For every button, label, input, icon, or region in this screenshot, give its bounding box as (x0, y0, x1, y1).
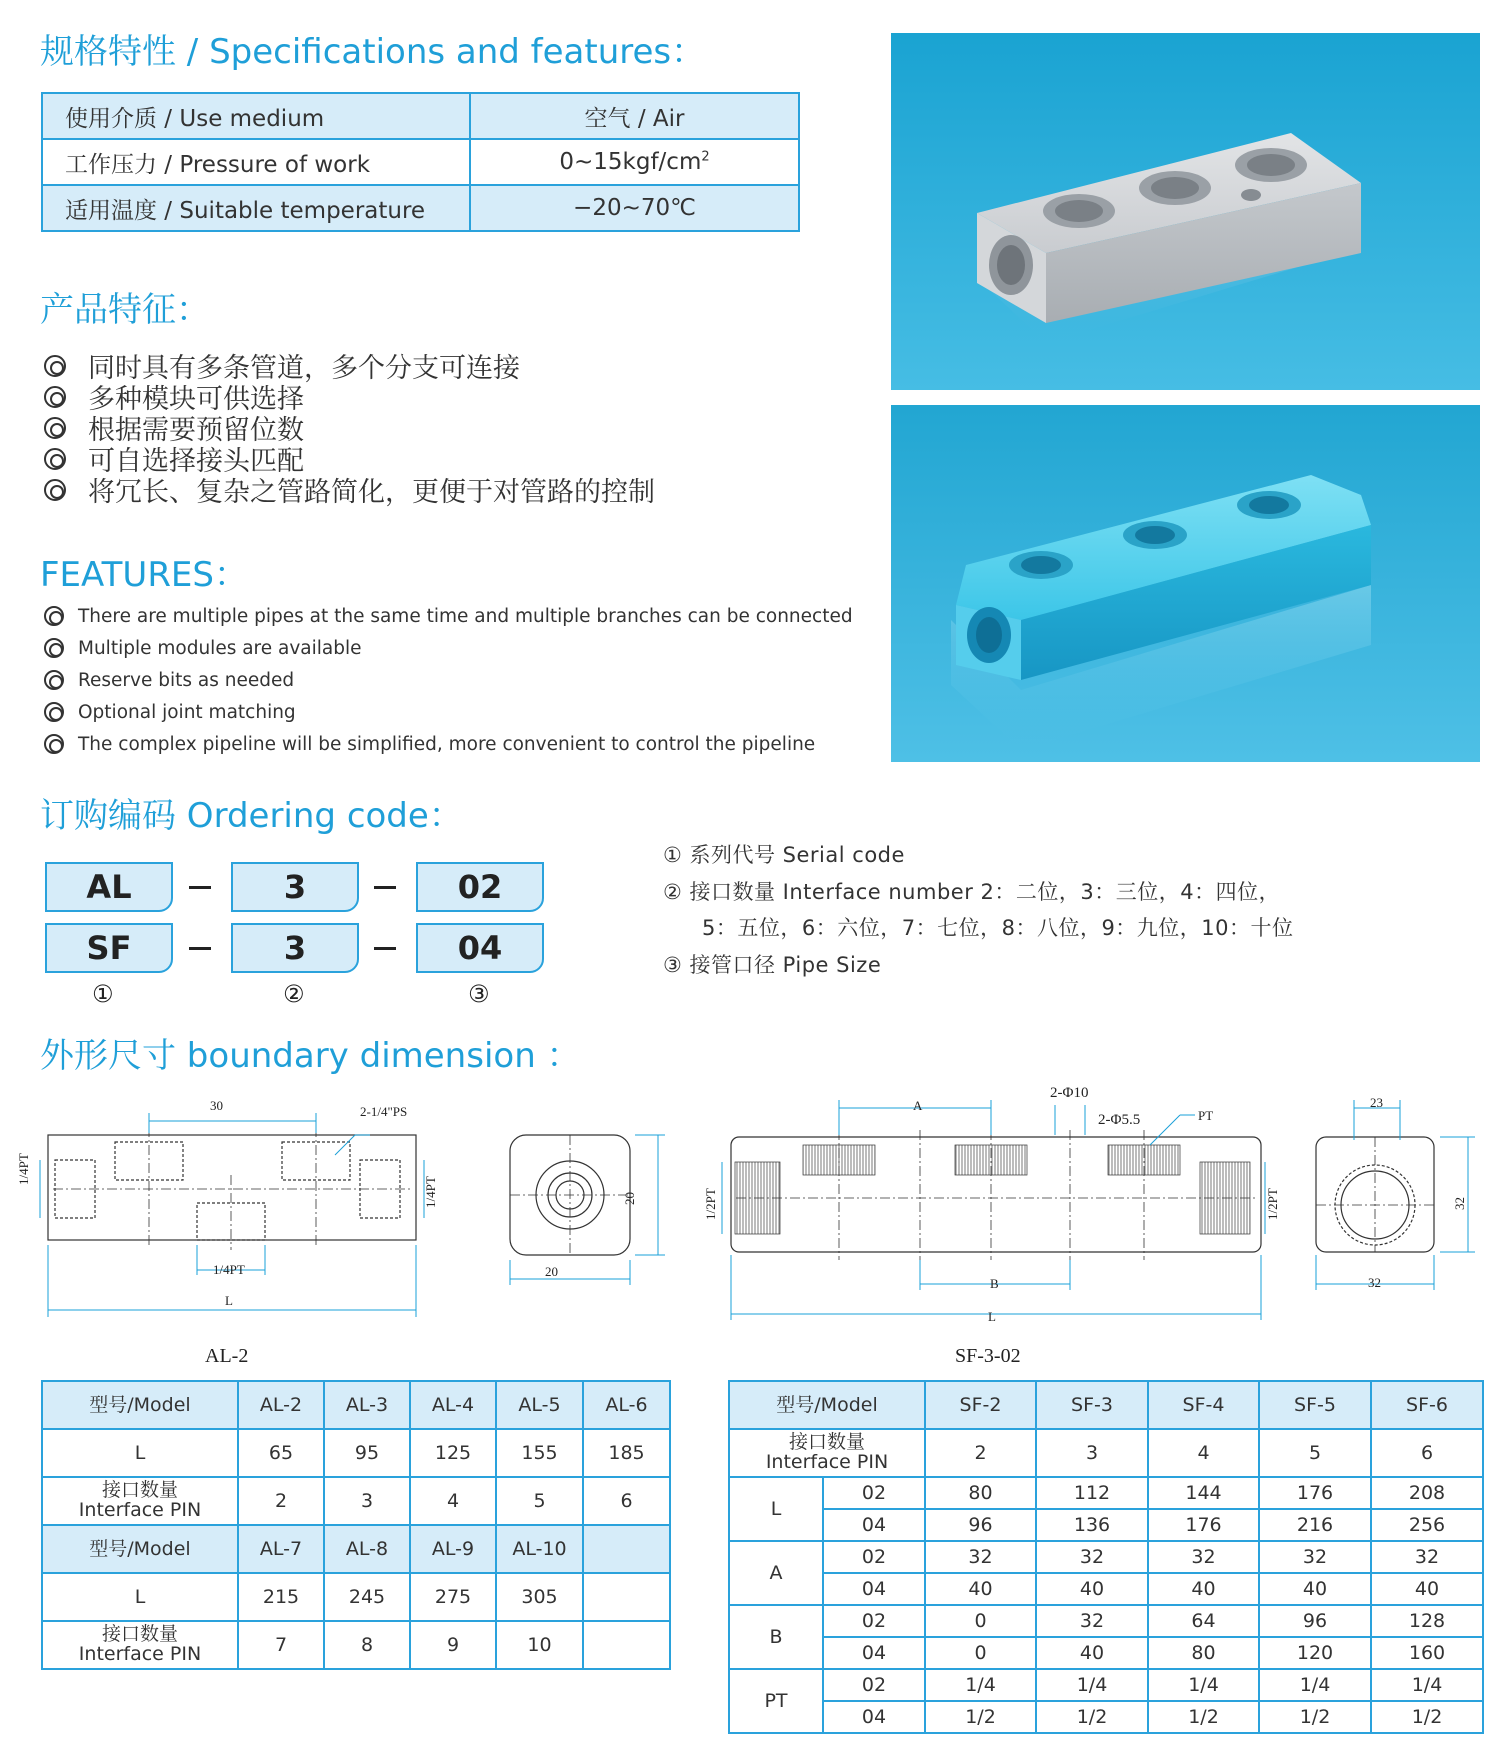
pin-label-en: Interface PIN (78, 1643, 202, 1665)
al-table (41, 1380, 671, 1670)
ordering-dash (374, 886, 396, 889)
table-cell: 3 (324, 1477, 410, 1525)
table-cell: 7 (238, 1621, 324, 1669)
table-cell: L (42, 1573, 238, 1621)
specs-title: 规格特性 / Specifications and features： (40, 32, 706, 72)
table-cell: 1/2 (1371, 1701, 1483, 1733)
ordering-legend-interface: ② 接口数量 Interface number 2：二位，3：三位，4：四位， (663, 880, 1281, 904)
spec-label: 工作压力 / Pressure of work (42, 139, 470, 185)
table-cell: AL-8 (324, 1525, 410, 1573)
table-cell: 1/4 (925, 1669, 1036, 1701)
spec-value (470, 139, 799, 185)
table-cell: 256 (1371, 1509, 1483, 1541)
list-item-text: 根据需要预留位数 (88, 415, 304, 446)
table-cell: 6 (583, 1477, 670, 1525)
table-cell: 128 (1371, 1605, 1483, 1637)
sf-dim-B: B (990, 1276, 999, 1291)
table-row (729, 1541, 1483, 1573)
list-item-text: Reserve bits as needed (78, 669, 295, 691)
ordering-marker: ② (283, 980, 305, 1008)
table-row (42, 1573, 670, 1621)
table-row (729, 1573, 1483, 1605)
list-item-text: 多种模块可供选择 (88, 384, 304, 415)
double-circle-icon (44, 734, 64, 754)
table-row (42, 1381, 670, 1429)
table-cell: 10 (496, 1621, 583, 1669)
table-cell: SF-5 (1259, 1381, 1371, 1429)
ordering-legend-pipe: ③ 接管口径 Pipe Size (663, 953, 882, 977)
sf-caption: SF-3-02 (955, 1345, 1021, 1367)
double-circle-icon (44, 448, 66, 470)
spec-label: 适用温度 / Suitable temperature (42, 185, 470, 231)
table-cell: 40 (925, 1573, 1036, 1605)
sf-dim-L: L (988, 1309, 996, 1324)
table-cell: 02 (823, 1477, 925, 1509)
table-cell: 120 (1259, 1637, 1371, 1669)
sf-dim-h32: 32 (1452, 1197, 1467, 1210)
al-drawing (15, 1095, 670, 1355)
table-row (729, 1477, 1483, 1509)
table-cell: 64 (1148, 1605, 1259, 1637)
table-cell: 32 (1036, 1541, 1148, 1573)
double-circle-icon (44, 386, 66, 408)
table-cell: SF-2 (925, 1381, 1036, 1429)
ordering-marker: ① (92, 980, 114, 1008)
double-circle-icon (44, 638, 64, 658)
table-cell: 40 (1148, 1573, 1259, 1605)
ordering-dash (374, 947, 396, 950)
ordering-interface-box: 3 (231, 923, 359, 973)
list-item (44, 664, 853, 696)
table-cell: 02 (823, 1541, 925, 1573)
table-cell: 6 (1371, 1429, 1483, 1477)
features-cn-title: 产品特征： (40, 290, 210, 330)
spec-value: −20~70℃ (470, 185, 799, 231)
list-item-text: 可自选择接头匹配 (88, 446, 304, 477)
table-cell: 216 (1259, 1509, 1371, 1541)
table-cell: 176 (1148, 1509, 1259, 1541)
table-cell: AL-10 (496, 1525, 583, 1573)
table-cell: 40 (1371, 1573, 1483, 1605)
al-dim-pt-right: 1/4PT (423, 1176, 438, 1208)
table-cell: 1/2 (1259, 1701, 1371, 1733)
sf-table (728, 1380, 1484, 1734)
table-cell: B (729, 1605, 823, 1669)
ordering-dash (189, 947, 211, 950)
pin-label: 接口数量 (101, 1623, 178, 1646)
double-circle-icon (44, 355, 66, 377)
spec-row-pressure (42, 139, 799, 185)
table-cell (42, 1477, 238, 1525)
spec-row-medium (42, 93, 799, 139)
ordering-series-box: AL (45, 862, 173, 912)
table-cell: 1/2 (925, 1701, 1036, 1733)
table-cell: AL-2 (238, 1381, 324, 1429)
table-cell: 40 (1036, 1573, 1148, 1605)
table-cell: 4 (410, 1477, 496, 1525)
table-cell: AL-5 (496, 1381, 583, 1429)
table-cell: 8 (324, 1621, 410, 1669)
specs-table (41, 92, 800, 232)
al-dim-h20: 20 (622, 1192, 637, 1205)
table-cell: 4 (1148, 1429, 1259, 1477)
features-en-title: FEATURES： (40, 555, 249, 595)
table-cell: 112 (1036, 1477, 1148, 1509)
spec-value-text: 0~15kgf/cm (559, 149, 702, 175)
list-item-text: 同时具有多条管道，多个分支可连接 (88, 353, 520, 384)
table-cell: 96 (925, 1509, 1036, 1541)
ordering-marker: ③ (468, 980, 490, 1008)
table-cell: 04 (823, 1637, 925, 1669)
table-cell: 155 (496, 1429, 583, 1477)
table-row (729, 1701, 1483, 1733)
double-circle-icon (44, 670, 64, 690)
double-circle-icon (44, 479, 66, 501)
table-cell: 2 (925, 1429, 1036, 1477)
sf-dim-PT: PT (1198, 1108, 1214, 1123)
table-row (729, 1605, 1483, 1637)
table-row (729, 1637, 1483, 1669)
table-cell: 80 (925, 1477, 1036, 1509)
double-circle-icon (44, 702, 64, 722)
table-cell: L (42, 1429, 238, 1477)
table-cell (729, 1429, 925, 1477)
table-cell: AL-9 (410, 1525, 496, 1573)
table-cell: 5 (496, 1477, 583, 1525)
table-row (42, 1525, 670, 1573)
sf-dim-w23: 23 (1370, 1095, 1383, 1110)
table-cell: 176 (1259, 1477, 1371, 1509)
table-row (729, 1429, 1483, 1477)
pin-label: 接口数量 (101, 1479, 178, 1502)
product-photo-silver (891, 33, 1480, 390)
table-cell: 3 (1036, 1429, 1148, 1477)
list-item-text: 将冗长、复杂之管路简化，更便于对管路的控制 (88, 477, 655, 508)
table-cell: 40 (1259, 1573, 1371, 1605)
list-item (44, 474, 655, 508)
sf-dim-A: A (913, 1098, 923, 1113)
table-cell: 5 (1259, 1429, 1371, 1477)
table-cell (583, 1573, 670, 1621)
table-cell: 185 (583, 1429, 670, 1477)
table-cell: 型号/Model (42, 1525, 238, 1573)
table-cell: 208 (1371, 1477, 1483, 1509)
pin-label-en: Interface PIN (78, 1499, 202, 1521)
list-item-text: The complex pipeline will be simplified, more convenient to control the pipeline (78, 733, 816, 755)
spec-value: 空气 / Air (470, 93, 799, 139)
table-cell: 1/4 (1148, 1669, 1259, 1701)
table-cell: 型号/Model (42, 1381, 238, 1429)
al-dim-30: 30 (210, 1098, 223, 1113)
product-photo-blue (891, 405, 1480, 762)
silver-manifold-image (891, 33, 1480, 390)
table-cell: 215 (238, 1573, 324, 1621)
table-cell: 0 (925, 1637, 1036, 1669)
table-cell: 02 (823, 1605, 925, 1637)
features-en-list (44, 600, 853, 760)
double-circle-icon (44, 606, 64, 626)
table-cell: 40 (1036, 1637, 1148, 1669)
table-cell: 95 (324, 1429, 410, 1477)
table-cell: 1/2 (1036, 1701, 1148, 1733)
ordering-size-box: 04 (416, 923, 544, 973)
sf-dim-w32: 32 (1368, 1275, 1381, 1290)
al-dim-w20: 20 (545, 1264, 558, 1279)
sf-dim-half-left: 1/2PT (703, 1188, 718, 1220)
table-cell: 1/4 (1036, 1669, 1148, 1701)
table-cell: 96 (1259, 1605, 1371, 1637)
blue-manifold-image (891, 405, 1480, 762)
pin-label: 接口数量 (789, 1431, 866, 1454)
al-dim-pt-bottom: 1/4PT (213, 1262, 245, 1277)
table-cell: 32 (1259, 1541, 1371, 1573)
pin-label-en: Interface PIN (765, 1451, 889, 1473)
table-cell: 275 (410, 1573, 496, 1621)
al-dim-pt-left: 1/4PT (16, 1153, 31, 1185)
list-item (44, 600, 853, 632)
list-item-text: There are multiple pipes at the same time and multiple branches can be connected (78, 605, 853, 627)
table-cell: SF-6 (1371, 1381, 1483, 1429)
table-cell: 0 (925, 1605, 1036, 1637)
table-cell: 65 (238, 1429, 324, 1477)
table-cell: 125 (410, 1429, 496, 1477)
table-cell: 245 (324, 1573, 410, 1621)
table-cell: 144 (1148, 1477, 1259, 1509)
table-cell: A (729, 1541, 823, 1605)
ordering-interface-box: 3 (231, 862, 359, 912)
table-row (42, 1477, 670, 1525)
ordering-legend-interface-cont: 5：五位，6：六位，7：七位，8：八位，9：九位，10：十位 (702, 916, 1294, 940)
features-cn-list (44, 350, 655, 508)
table-cell: 32 (1371, 1541, 1483, 1573)
sf-dim-phi55: 2-Φ5.5 (1098, 1112, 1141, 1128)
sf-dim-half-right: 1/2PT (1265, 1188, 1280, 1220)
table-cell (583, 1621, 670, 1669)
table-cell: 305 (496, 1573, 583, 1621)
ordering-legend-serial: ① 系列代号 Serial code (663, 843, 905, 867)
table-row (729, 1669, 1483, 1701)
table-cell: AL-3 (324, 1381, 410, 1429)
double-circle-icon (44, 417, 66, 439)
table-cell: 32 (1148, 1541, 1259, 1573)
table-cell: PT (729, 1669, 823, 1733)
table-cell: AL-4 (410, 1381, 496, 1429)
ordering-dash (189, 886, 211, 889)
spec-label: 使用介质 / Use medium (42, 93, 470, 139)
table-cell: 02 (823, 1669, 925, 1701)
table-cell: 型号/Model (729, 1381, 925, 1429)
list-item-text: Multiple modules are available (78, 637, 362, 659)
table-cell: L (729, 1477, 823, 1541)
spec-row-temperature (42, 185, 799, 231)
ordering-title: 订购编码 Ordering code： (40, 796, 463, 836)
sf-drawing (700, 1090, 1490, 1350)
table-cell (42, 1621, 238, 1669)
table-cell: 32 (1036, 1605, 1148, 1637)
table-cell: SF-3 (1036, 1381, 1148, 1429)
list-item (44, 632, 853, 664)
table-cell: 80 (1148, 1637, 1259, 1669)
table-row (42, 1621, 670, 1669)
table-cell: SF-4 (1148, 1381, 1259, 1429)
table-row (42, 1429, 670, 1477)
table-cell: AL-7 (238, 1525, 324, 1573)
table-row (729, 1381, 1483, 1429)
list-item (44, 728, 853, 760)
table-cell: 1/2 (1148, 1701, 1259, 1733)
dimension-title: 外形尺寸 boundary dimension ： (40, 1036, 581, 1076)
al-dim-L: L (225, 1293, 233, 1308)
table-cell: 2 (238, 1477, 324, 1525)
table-cell: AL-6 (583, 1381, 670, 1429)
table-row (729, 1509, 1483, 1541)
list-item-text: Optional joint matching (78, 701, 296, 723)
al-caption: AL-2 (205, 1345, 249, 1367)
table-cell: 04 (823, 1701, 925, 1733)
ordering-size-box: 02 (416, 862, 544, 912)
table-cell: 1/4 (1371, 1669, 1483, 1701)
ordering-series-box: SF (45, 923, 173, 973)
al-dim-ps: 2-1/4"PS (360, 1104, 408, 1119)
table-cell: 9 (410, 1621, 496, 1669)
spec-value-sup: 2 (701, 149, 710, 165)
table-cell: 04 (823, 1509, 925, 1541)
list-item (44, 696, 853, 728)
table-cell: 160 (1371, 1637, 1483, 1669)
table-cell: 32 (925, 1541, 1036, 1573)
table-cell: 1/4 (1259, 1669, 1371, 1701)
table-cell: 136 (1036, 1509, 1148, 1541)
table-cell: 04 (823, 1573, 925, 1605)
sf-dim-phi10: 2-Φ10 (1050, 1085, 1089, 1101)
table-cell (583, 1525, 670, 1573)
